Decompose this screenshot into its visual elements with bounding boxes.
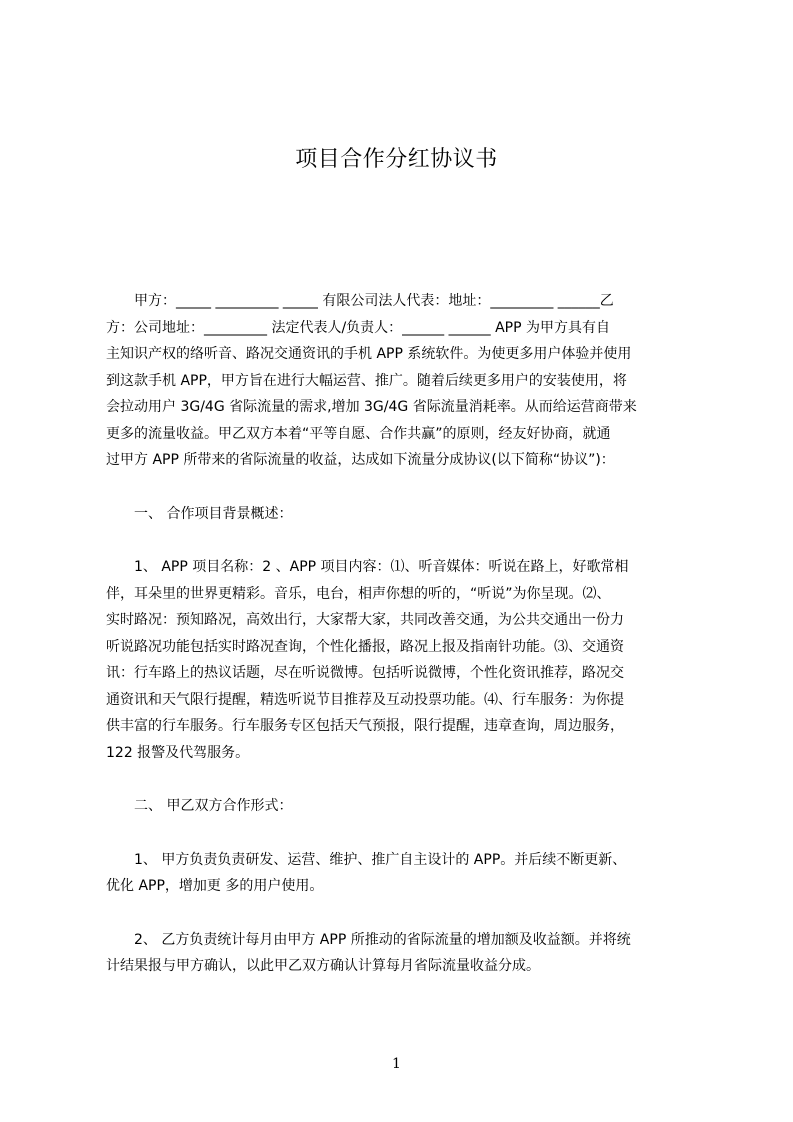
text-line: 甲方：_____ _________ _____ 有限公司法人代表：地址：_________ ______乙 [106,293,614,309]
text-line: 优化 APP，增加更 多的用户使用。 [106,878,324,894]
text-line: 122 报警及代驾服务。 [106,744,250,761]
section1-paragraph [106,554,698,766]
section2-heading: 二、 甲乙双方合作形式： [106,798,293,814]
text-line: 主知识产权的络听音、路况交通资讯的手机 APP 系统软件。为使更多用户体验并使用 [106,346,632,362]
text-line: 更多的流量收益。甲乙双方本着“平等自愿、合作共赢”的原则，经友好协商，就通 [106,425,611,442]
text-line: 讯：行车路上的热议话题，尽在听说微博。包括听说微博，个性化资讯推荐，路况交 [106,665,624,681]
section2-item2 [106,927,698,980]
text-line: 2、 乙方负责统计每月由甲方 APP 所推动的省际流量的增加额及收益额。并将统 [106,931,631,948]
text-line: 听说路况功能包括实时路况查询，个性化播报，路况上报及指南针功能。⑶、交通资 [106,638,624,655]
text-line: 通资讯和天气限行提醒，精选听说节目推荐及互动投票功能。⑷、行车服务：为你提 [106,691,624,708]
text-line: 计结果报与甲方确认，以此甲乙双方确认计算每月省际流量收益分成。 [106,958,540,974]
document-title: 项目合作分红协议书 [295,147,498,172]
text-line: 1、 APP 项目名称：2 、APP 项目内容：⑴、听音媒体：听说在路上，好歌常相 [106,559,629,575]
section1-heading: 一、 合作项目背景概述： [106,505,293,522]
text-line: 到这款手机 APP，甲方旨在进行大幅运营、推广。随着后续更多用户的安装使用，将 [106,372,627,389]
text-line: 过甲方 APP 所带来的省际流量的收益，达成如下流量分成协议(以下简称“协议”)： [106,452,615,468]
section2-item1 [106,847,698,900]
text-line: 实时路况：预知路况，高效出行，大家帮大家，共同改善交通，为公共交通出一份力 [106,612,624,628]
intro-paragraph [106,288,698,474]
text-line: 会拉动用户 3G/4G 省际流量的需求,增加 3G/4G 省际流量消耗率。从而给运营商带来 [106,399,637,415]
text-line: 方：公司地址：_________ 法定代表人/负责人：______ ______ APP 为甲方具有自 [106,319,610,336]
text-line: 伴，耳朵里的世界更精彩。音乐，电台，相声你想的听的，“听说”为你呈现。⑵、 [106,585,611,602]
page-number: 1 [392,1056,401,1072]
text-line: 1、 甲方负责负责研发、运营、维护、推广自主设计的 APP。并后续不断更新、 [106,851,627,868]
text-line: 供丰富的行车服务。行车服务专区包括天气预报，限行提醒，违章查询，周边服务， [106,718,624,734]
document-body [106,288,698,980]
